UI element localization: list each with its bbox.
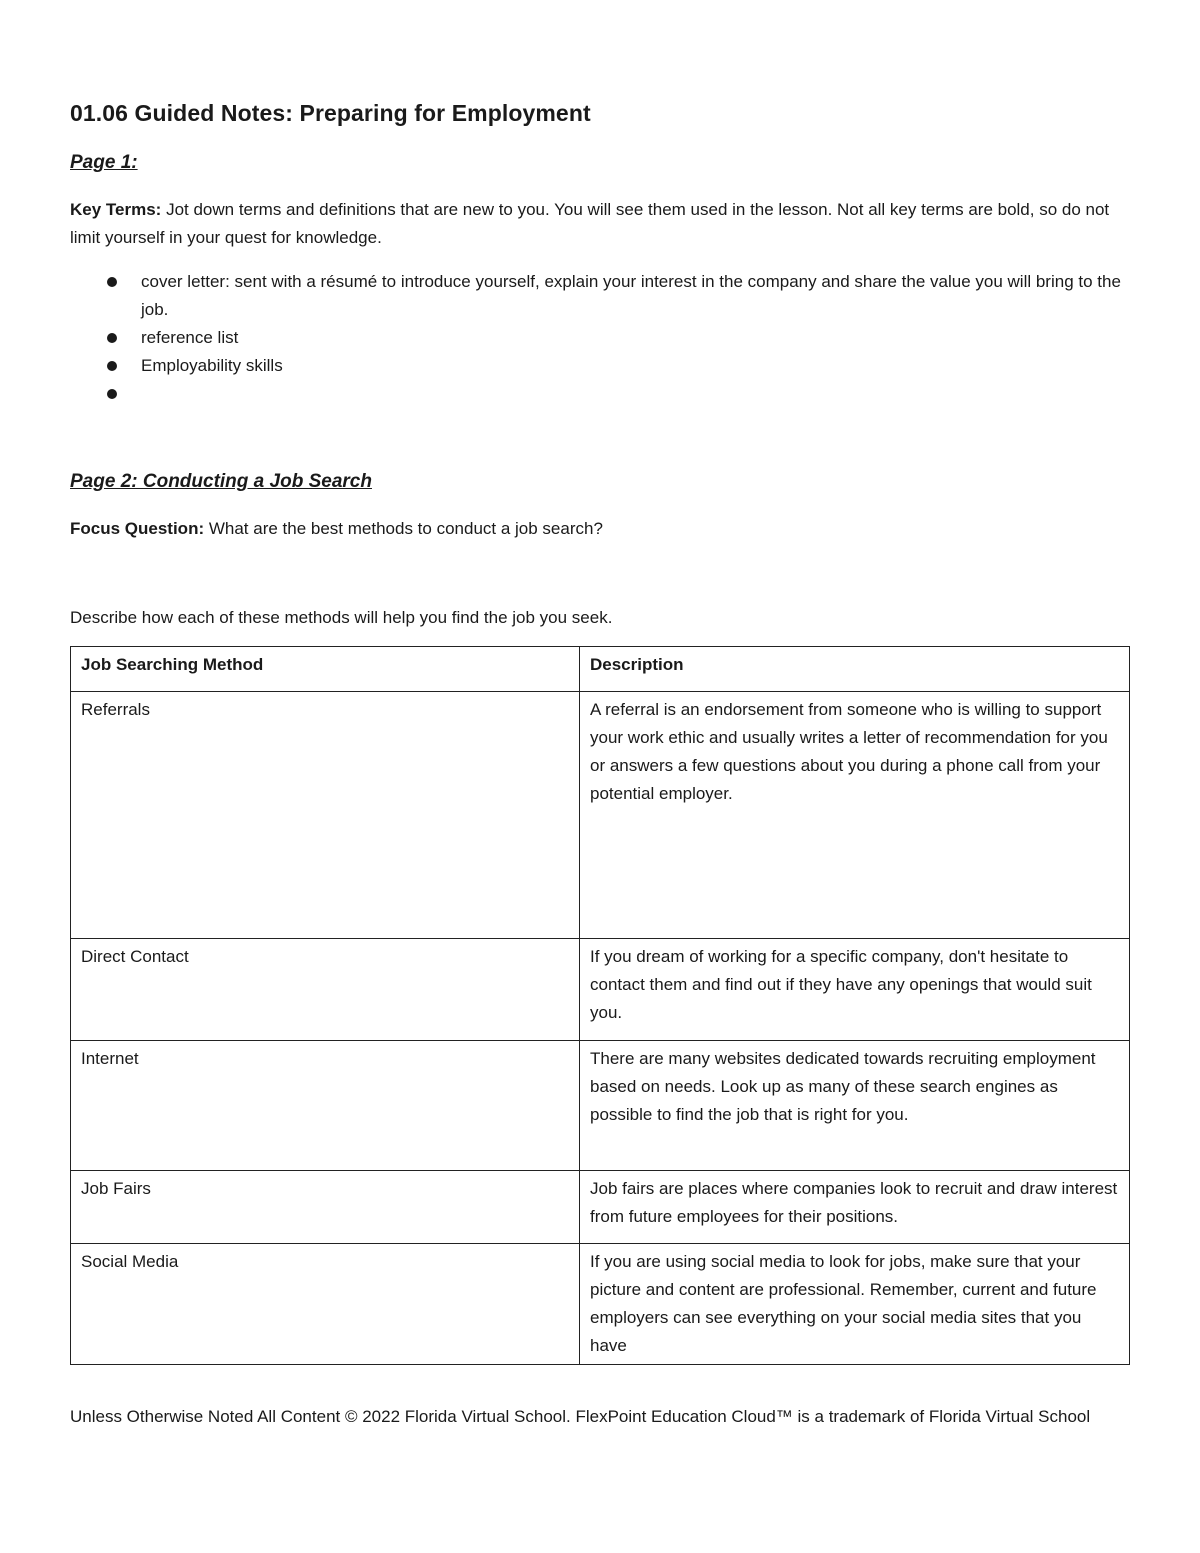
term-text: reference list <box>141 328 239 347</box>
description-cell: A referral is an endorsement from someone who is willing to support your work ethic and usually writes a letter of recommendation for you or answers a few questions about you during a phone call from your potential employer. <box>580 692 1130 939</box>
method-cell: Job Fairs <box>71 1171 580 1244</box>
table-row <box>71 1171 1130 1244</box>
table-row <box>71 1244 1130 1365</box>
term-text: cover letter: sent with a résumé to introduce yourself, explain your interest in the company and share the value you will bring to the job. <box>141 272 1121 319</box>
key-terms-label: Key Terms: <box>70 200 162 219</box>
job-search-methods-table <box>70 646 1130 1365</box>
description-cell: If you are using social media to look for jobs, make sure that your picture and content are professional. Remember, current and future employers can see everything on your social media sites that you have <box>580 1244 1130 1365</box>
method-cell: Internet <box>71 1041 580 1171</box>
page1-heading: Page 1: <box>70 152 138 173</box>
table-header-row <box>71 647 1130 692</box>
copyright-footer: Unless Otherwise Noted All Content © 2022 Florida Virtual School. FlexPoint Education Cloud™ is a trademark of Florida Virtual School <box>70 1407 1091 1426</box>
key-terms-text: Jot down terms and definitions that are new to you. You will see them used in the lesson. Not all key terms are bold, so do not limit yourself in your quest for knowledge. <box>70 200 1110 247</box>
description-cell: There are many websites dedicated towards recruiting employment based on needs. Look up as many of these search engines as possible to find the job that is right for you. <box>580 1041 1130 1171</box>
bullet-icon <box>107 333 117 343</box>
bullet-icon <box>107 277 117 287</box>
bullet-icon <box>107 389 117 399</box>
header-method: Job Searching Method <box>71 647 580 692</box>
list-item <box>70 352 1130 380</box>
method-cell: Direct Contact <box>71 939 580 1041</box>
term-text: Employability skills <box>141 356 283 375</box>
method-cell: Social Media <box>71 1244 580 1365</box>
table-row <box>71 1041 1130 1171</box>
description-cell: Job fairs are places where companies look to recruit and draw interest from future employees for their positions. <box>580 1171 1130 1244</box>
focus-question-label: Focus Question: <box>70 519 205 538</box>
description-cell: If you dream of working for a specific company, don't hesitate to contact them and find out if they have any openings that would suit you. <box>580 939 1130 1041</box>
table-row <box>71 939 1130 1041</box>
key-terms-list <box>70 268 1130 408</box>
page2-heading: Page 2: Conducting a Job Search <box>70 471 372 492</box>
bullet-icon <box>107 361 117 371</box>
table-row <box>71 692 1130 939</box>
list-item <box>70 380 1130 408</box>
list-item <box>70 324 1130 352</box>
focus-question <box>70 515 1120 543</box>
list-item <box>70 268 1130 324</box>
document-title: 01.06 Guided Notes: Preparing for Employment <box>70 100 591 126</box>
instructions: Describe how each of these methods will help you find the job you seek. <box>70 608 613 627</box>
focus-question-text: What are the best methods to conduct a job search? <box>204 519 603 538</box>
header-description: Description <box>580 647 1130 692</box>
key-terms-paragraph <box>70 196 1120 252</box>
method-cell: Referrals <box>71 692 580 939</box>
